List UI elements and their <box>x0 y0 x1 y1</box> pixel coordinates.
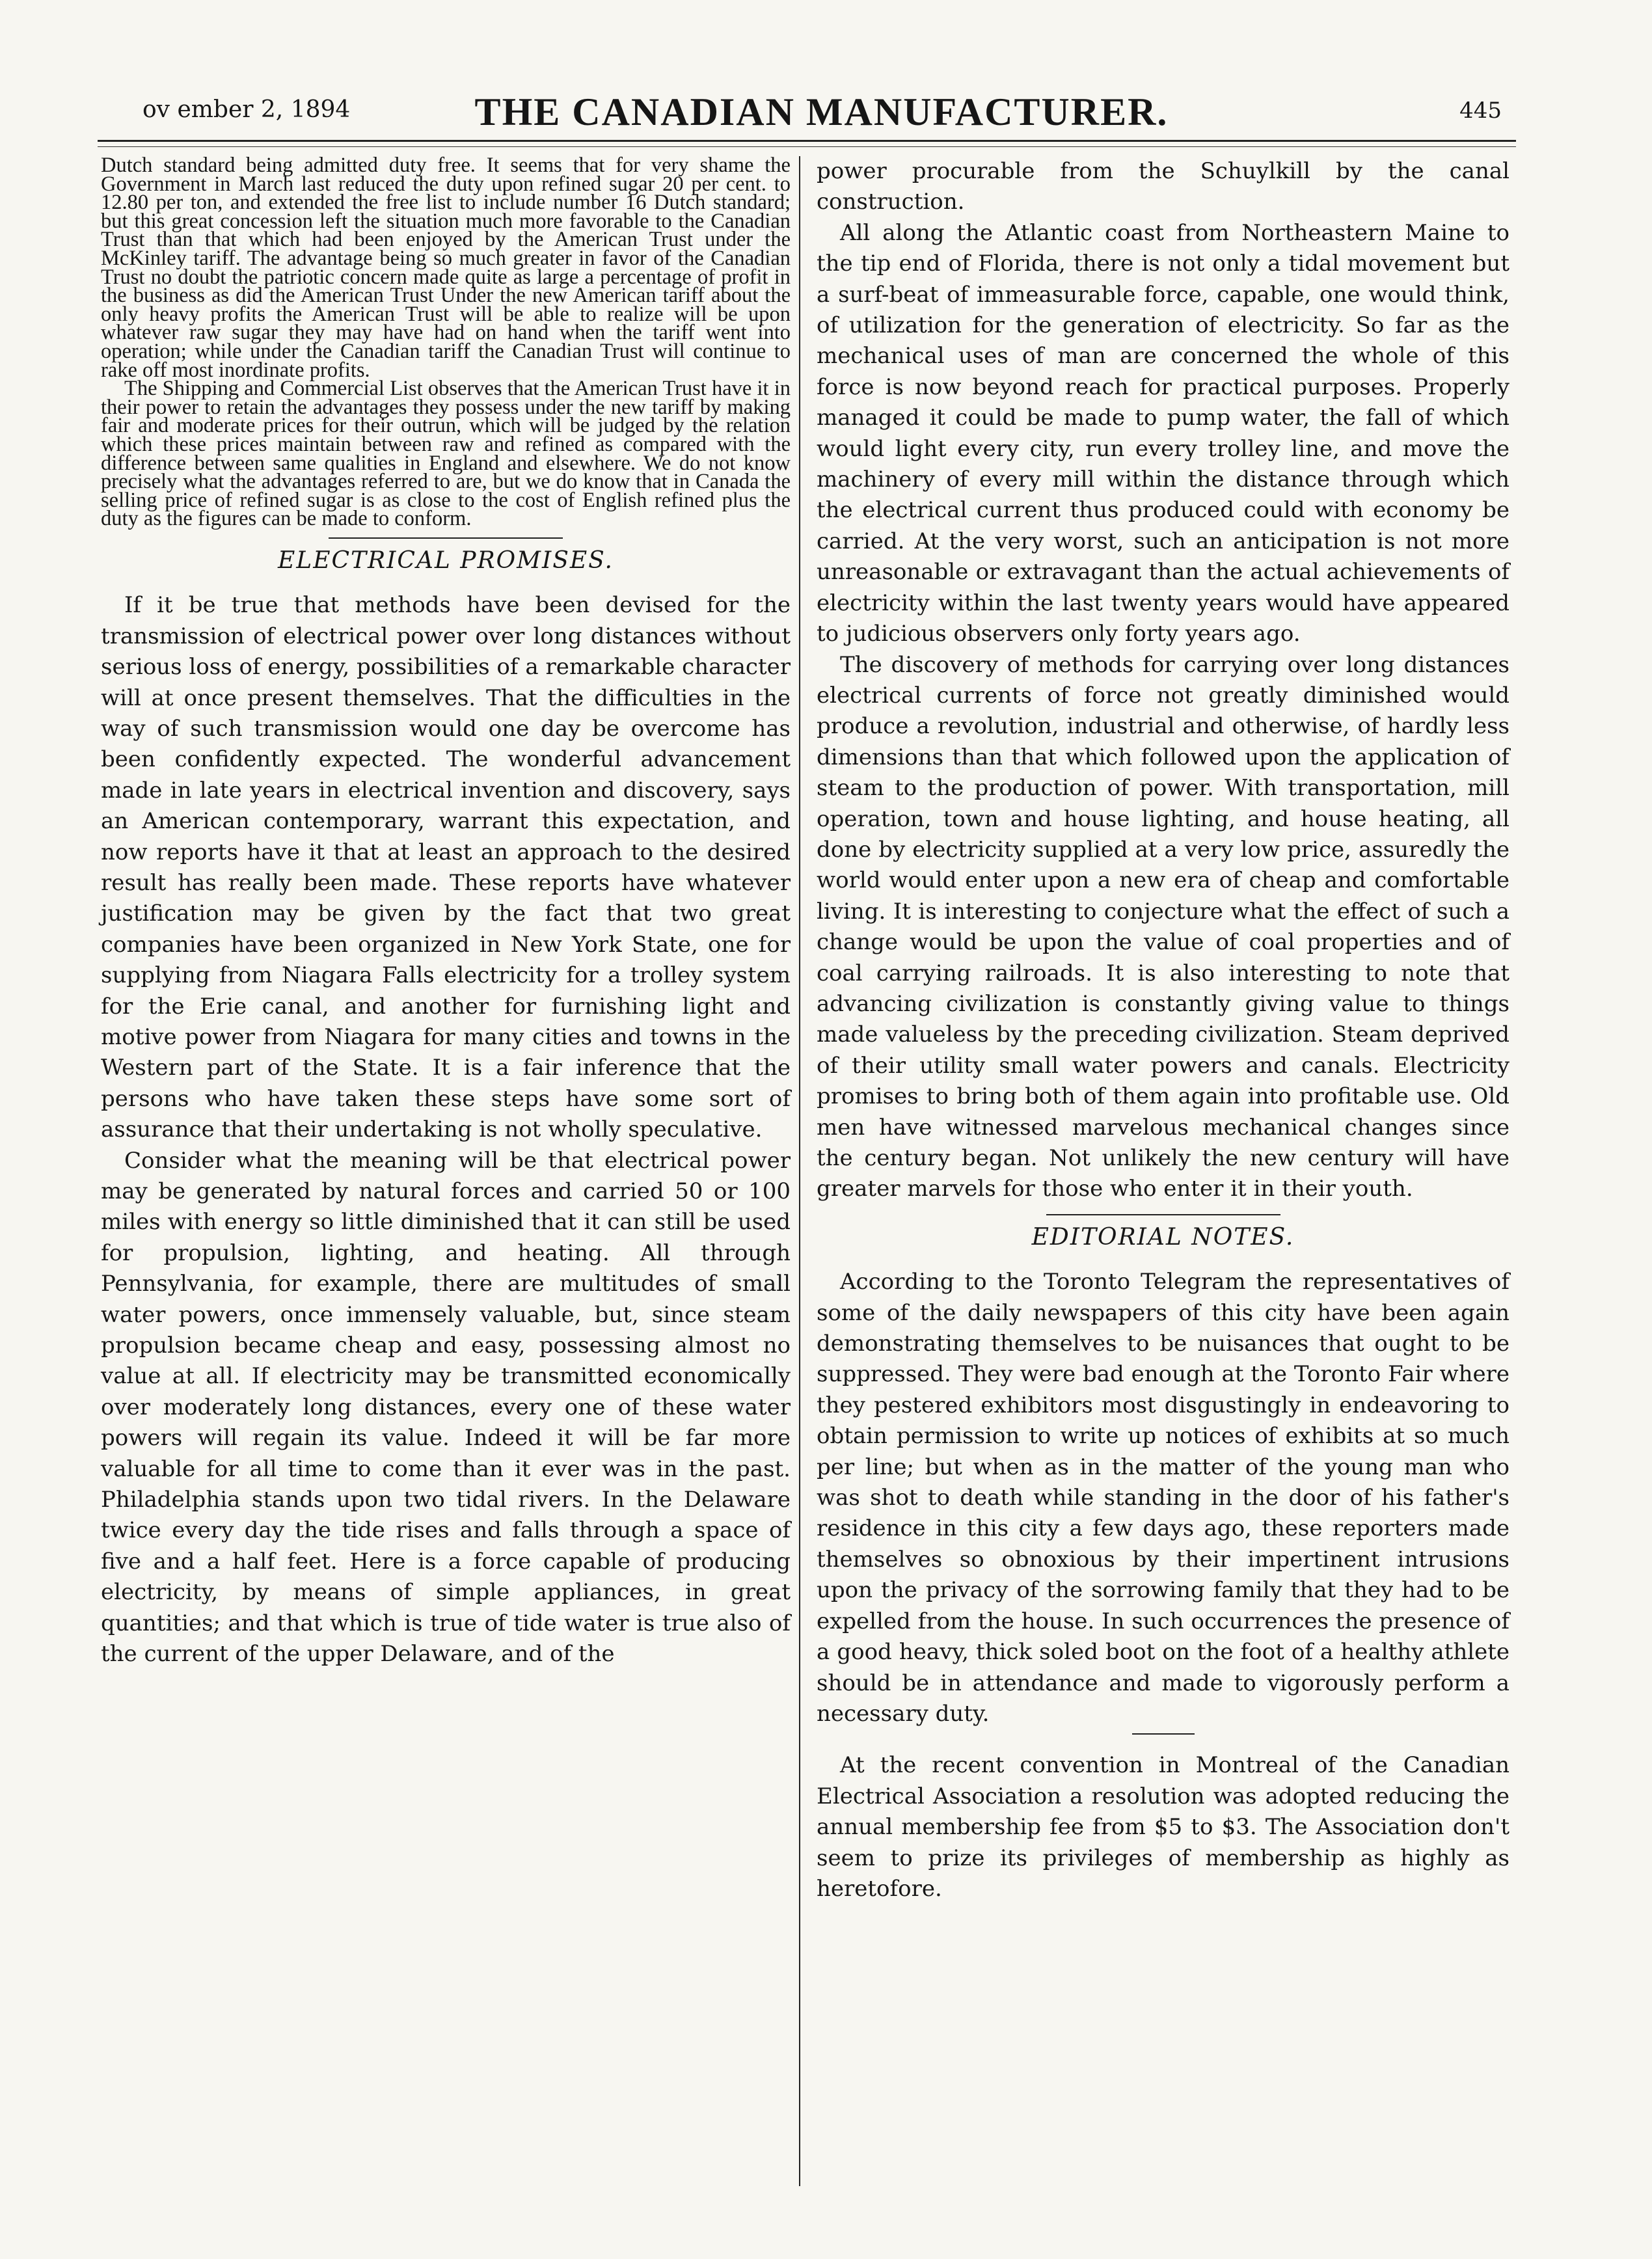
paragraph: The Shipping and Commercial List observes that the American Trust have it in their power to retain the advantages they possess under the new tariff by making fair and moderate prices for their outrun, which will be judged by the relation which these prices maintain between raw and refined as compared with the difference between same qualities in England and elsewhere. We do not know precisely what the advantages referred to are, but we do know that in Canada the selling price of refined sugar is as close to the cost of English refined plus the duty as the figures can be made to conform. <box>101 377 791 531</box>
page-number: 445 <box>1459 98 1502 124</box>
left-column <box>101 156 791 1670</box>
paragraph: According to the Toronto Telegram the representatives of some of the daily newspapers of this city have been again demonstrating themselves to be nuisances that ought to be suppressed. They were bad enough at the Toronto Fair where they pestered exhibitors most disgustingly in endeavoring to obtain permission to write up notices of exhibits at so much per line; but when as in the matter of the young man who was shot to death while standing in the door of his father's residence in this city a few days ago, these reporters made themselves so obnoxious by their impertinent intrusions upon the privacy of the sorrowing family that they had to be expelled from the house. In such occurrences the presence of a good heavy, thick soled boot on the foot of a healthy athlete should be in attendance and made to vigorously perform a necessary duty. <box>817 1269 1510 1727</box>
paragraph: At the recent convention in Montreal of the Canadian Electrical Association a resolution was adopted reducing the annual membership fee from $5 to $3. The Association don't seem to prize its privileges of membership as highly as heretofore. <box>817 1752 1510 1902</box>
issue-date: ov ember 2, 1894 <box>142 96 351 123</box>
section-heading-editorial-notes: EDITORIAL NOTES. <box>1031 1223 1295 1251</box>
column-divider <box>799 156 800 2186</box>
page-header <box>133 90 1510 142</box>
section-divider <box>329 537 563 539</box>
paragraph: If it be true that methods have been devised for the transmission of electrical power over long distances without serious loss of energy, possibilities of a remarkable character will at once present themselves. That the difficulties in the way of such transmission would one day be overcome has been confidently expected. The wonderful advancement made in late years in electrical invention and discovery, says an American contemporary, warrant this expectation, and now reports have it that at least an approach to the desired result has really been made. These reports have whatever justification may be given by the fact that two great companies have been organized in New York State, one for supplying from Niagara Falls electricity for a trolley system for the Erie canal, and another for furnishing light and motive power from Niagara for many cities and towns in the Western part of the State. It is a fair inference that the persons who have taken these steps have some sort of assurance that their undertaking is not wholly speculative. <box>101 592 791 1143</box>
section-heading-electrical-promises: ELECTRICAL PROMISES. <box>278 547 614 574</box>
paragraph: The discovery of methods for carrying over long distances electrical currents of force not greatly diminished would produce a revolution, industrial and otherwise, of hardly less dimensions than that which followed upon the application of steam to the production of power. With transportation, mill operation, town and house lighting, and house heating, all done by electricity supplied at a very low price, assuredly the world would enter upon a new era of cheap and comfortable living. It is interesting to conjecture what the effect of such a change would be upon the value of coal properties and of coal carrying railroads. It is also interesting to note that advancing civilization is constantly giving value to things made valueless by the preceding civilization. Steam deprived of their utility small water powers and canals. Electricity promises to bring both of them again into profitable use. Old men have witnessed marvelous mechanical changes since the century began. Not unlikely the new century will have greater marvels for those who enter it in their youth. <box>817 651 1510 1202</box>
paragraph: All along the Atlantic coast from Northeastern Maine to the tip end of Florida, there is not only a tidal movement but a surf-beat of immeasurable force, capable, one would think, of utilization for the generation of electricity. So far as the mechanical uses of man are concerned the whole of this force is now beyond reach for practical purposes. Properly managed it could be made to pump water, the fall of which would light every city, run every trolley line, and move the machinery of every mill within the distance through which the electrical current thus produced could with economy be carried. At the very worst, such an anticipation is not more unreasonable or extravagant than the actual achievements of electricity within the last twenty years would have appeared to judicious observers only forty years ago. <box>817 219 1510 647</box>
paragraph: Dutch standard being admitted duty free. It seems that for very shame the Government in March last reduced the duty upon refined sugar 20 per cent. to 12.80 per ton, and extended the free list to include number 16 Dutch standard; but this great concession left the situation much more favorable to the Canadian Trust than that which had been enjoyed by the American Trust under the McKinley tariff. The advantage being so much greater in favor of the Canadian Trust no doubt the patriotic concern made quite as large a percentage of profit in the business as did the American Trust Under the new American tariff about the only heavy profits the American Trust will be able to realize will be upon whatever raw sugar they may have had on hand when the tariff went into operation; while under the Canadian tariff the Canadian Trust will continue to rake off most inordinate profits. <box>101 154 791 382</box>
header-rule <box>98 140 1516 142</box>
section-divider <box>1046 1214 1280 1215</box>
publication-title: THE CANADIAN MANUFACTURER. <box>474 90 1169 133</box>
note-divider <box>1132 1733 1195 1735</box>
sugar-trust-article <box>101 154 791 531</box>
header-rule-thin <box>98 146 1516 147</box>
paragraph: Consider what the meaning will be that electrical power may be generated by natural forces and carried 50 or 100 miles with energy so little diminished that it can still be used for propulsion, lighting, and heating. All through Pennsylvania, for example, there are multitudes of small water powers, once immensely valuable, but, since steam propulsion became cheap and easy, possessing almost no value at all. If electricity may be transmitted economically over moderately long distances, every one of these water powers will regain its value. Indeed it will be far more valuable for all time to come than it ever was in the past. Philadelphia stands upon two tidal rivers. In the Delaware twice every day the tide rises and falls through a space of five and a half feet. Here is a force capable of producing electricity, by means of simple appliances, in great quantities; and that which is true of tide water is true also of the current of the upper Delaware, and of the <box>101 1147 791 1668</box>
paragraph: power procurable from the Schuylkill by the canal construction. <box>817 158 1510 215</box>
right-column <box>817 156 1510 1904</box>
